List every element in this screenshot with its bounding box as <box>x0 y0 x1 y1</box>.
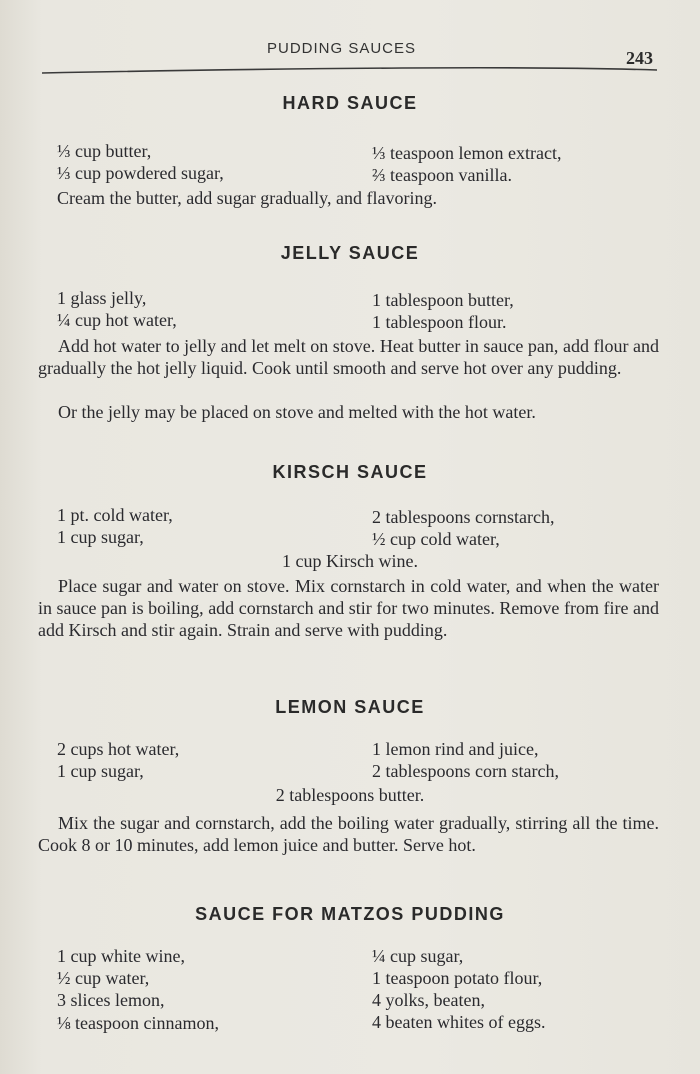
matzos-sauce-ingredient: ½ cup water, <box>57 968 150 988</box>
lemon-sauce-ingredient: 2 cups hot water, <box>57 739 180 759</box>
hard-sauce-title: HARD SAUCE <box>282 93 418 113</box>
lemon-sauce-title: LEMON SAUCE <box>275 697 425 717</box>
kirsch-sauce-ingredient: ½ cup cold water, <box>372 529 500 549</box>
running-title: PUDDING SAUCES <box>267 40 417 57</box>
jelly-sauce-directions-alt: Or the jelly may be placed on stove and melted with the hot water. <box>58 402 536 422</box>
jelly-sauce-title: JELLY SAUCE <box>280 243 420 263</box>
matzos-sauce-ingredient: 3 slices lemon, <box>57 990 165 1010</box>
jelly-sauce-directions: Add hot water to jelly and let melt on stove. Heat butter in sauce pan, add flour and gradually the hot jelly liquid. Cook until smooth and serve hot over any pudding. <box>38 336 659 378</box>
kirsch-sauce-ingredient: 1 cup Kirsch wine. <box>282 551 418 571</box>
header-rule <box>42 66 657 76</box>
hard-sauce-ingredient: ⅔ teaspoon vanilla. <box>372 165 512 185</box>
matzos-sauce-ingredient: ⅛ teaspoon cinnamon, <box>57 1013 219 1033</box>
matzos-sauce-title: SAUCE FOR MATZOS PUDDING <box>195 904 505 924</box>
matzos-sauce-ingredient: ¼ cup sugar, <box>372 946 464 966</box>
kirsch-sauce-ingredient: 1 cup sugar, <box>57 527 144 547</box>
running-head <box>0 38 700 68</box>
jelly-sauce-ingredient: 1 glass jelly, <box>57 288 147 308</box>
kirsch-sauce-title: KIRSCH SAUCE <box>272 462 428 482</box>
lemon-sauce-ingredient: 1 cup sugar, <box>57 761 144 781</box>
kirsch-sauce-ingredient: 2 tablespoons cornstarch, <box>372 507 555 527</box>
lemon-sauce-directions: Mix the sugar and cornstarch, add the boiling water gradually, stirring all the time. Cook 8 or 10 minutes, add lemon juice and butter. Serve hot. <box>38 813 659 855</box>
jelly-sauce-ingredient: 1 tablespoon butter, <box>372 290 514 310</box>
hard-sauce-directions: Cream the butter, add sugar gradually, and flavoring. <box>57 188 437 208</box>
jelly-sauce-ingredient: 1 tablespoon flour. <box>372 312 507 332</box>
hard-sauce-ingredient: ⅓ cup butter, <box>57 141 152 161</box>
jelly-sauce-ingredient: ¼ cup hot water, <box>57 310 177 330</box>
matzos-sauce-ingredient: 1 teaspoon potato flour, <box>372 968 543 988</box>
lemon-sauce-ingredient: 2 tablespoons butter. <box>275 785 425 805</box>
matzos-sauce-ingredient: 4 yolks, beaten, <box>372 990 485 1010</box>
kirsch-sauce-directions: Place sugar and water on stove. Mix cornstarch in cold water, and when the water in sauce pan is boiling, add cornstarch and stir for two minutes. Remove from fire and add Kirsch and stir again. Strain and serve with pudding. <box>38 576 659 640</box>
page-number: 243 <box>626 48 653 68</box>
kirsch-sauce-ingredient: 1 pt. cold water, <box>57 505 173 525</box>
hard-sauce-ingredient: ⅓ teaspoon lemon extract, <box>372 143 562 163</box>
lemon-sauce-ingredient: 2 tablespoons corn starch, <box>372 761 559 781</box>
matzos-sauce-ingredient: 4 beaten whites of eggs. <box>372 1012 546 1032</box>
hard-sauce-ingredient: ⅓ cup powdered sugar, <box>57 163 224 183</box>
matzos-sauce-ingredient: 1 cup white wine, <box>57 946 185 966</box>
lemon-sauce-ingredient: 1 lemon rind and juice, <box>372 739 539 759</box>
